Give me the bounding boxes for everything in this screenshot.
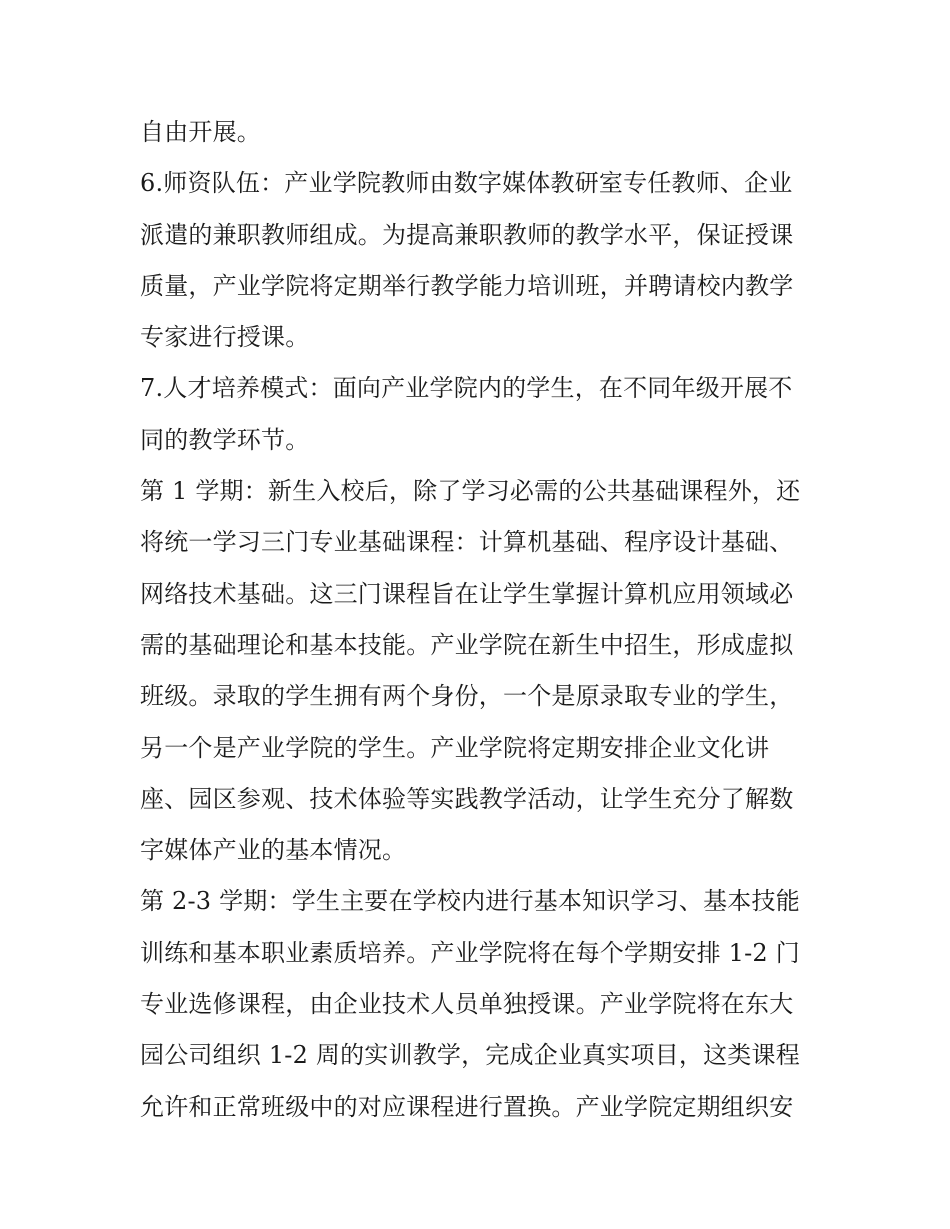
text-line: 7.人才培养模式：面向产业学院内的学生，在不同年级开展不 [140, 374, 793, 403]
text-line: 自由开展。 [140, 118, 261, 146]
text-line: 第 2-3 学期：学生主要在学校内进行基本知识学习、基本技能 [140, 887, 800, 916]
text-line: 园公司组织 1-2 周的实训教学，完成企业真实项目，这类课程 [140, 1041, 800, 1070]
text-line: 第 1 学期：新生入校后，除了学习必需的公共基础课程外，还 [140, 477, 801, 506]
text-line: 6.师资队伍：产业学院教师由数字媒体教研室专任教师、企业 [140, 169, 793, 198]
text-line: 专业选修课程，由企业技术人员单独授课。产业学院将在东大 [140, 990, 794, 1019]
text-line: 允许和正常班级中的对应课程进行置换。产业学院定期组织安 [140, 1092, 794, 1121]
text-line: 派遣的兼职教师组成。为提高兼职教师的教学水平，保证授课 [140, 220, 794, 249]
text-line: 质量，产业学院将定期举行教学能力培训班，并聘请校内教学 [140, 271, 794, 300]
text-line: 训练和基本职业素质培养。产业学院将在每个学期安排 1-2 门 [140, 938, 800, 967]
text-line: 班级。录取的学生拥有两个身份，一个是原录取专业的学生， [140, 682, 794, 711]
text-line: 专家进行授课。 [140, 323, 310, 352]
text-line: 网络技术基础。这三门课程旨在让学生掌握计算机应用领域必 [140, 579, 794, 608]
text-line: 字媒体产业的基本情况。 [140, 836, 407, 865]
text-line: 将统一学习三门专业基础课程：计算机基础、程序设计基础、 [140, 528, 794, 557]
text-line: 需的基础理论和基本技能。产业学院在新生中招生，形成虚拟 [140, 630, 794, 659]
text-line: 座、园区参观、技术体验等实践教学活动，让学生充分了解数 [140, 784, 794, 813]
document-body [140, 107, 820, 1133]
text-line: 另一个是产业学院的学生。产业学院将定期安排企业文化讲 [140, 733, 770, 762]
text-line: 同的教学环节。 [140, 425, 310, 454]
